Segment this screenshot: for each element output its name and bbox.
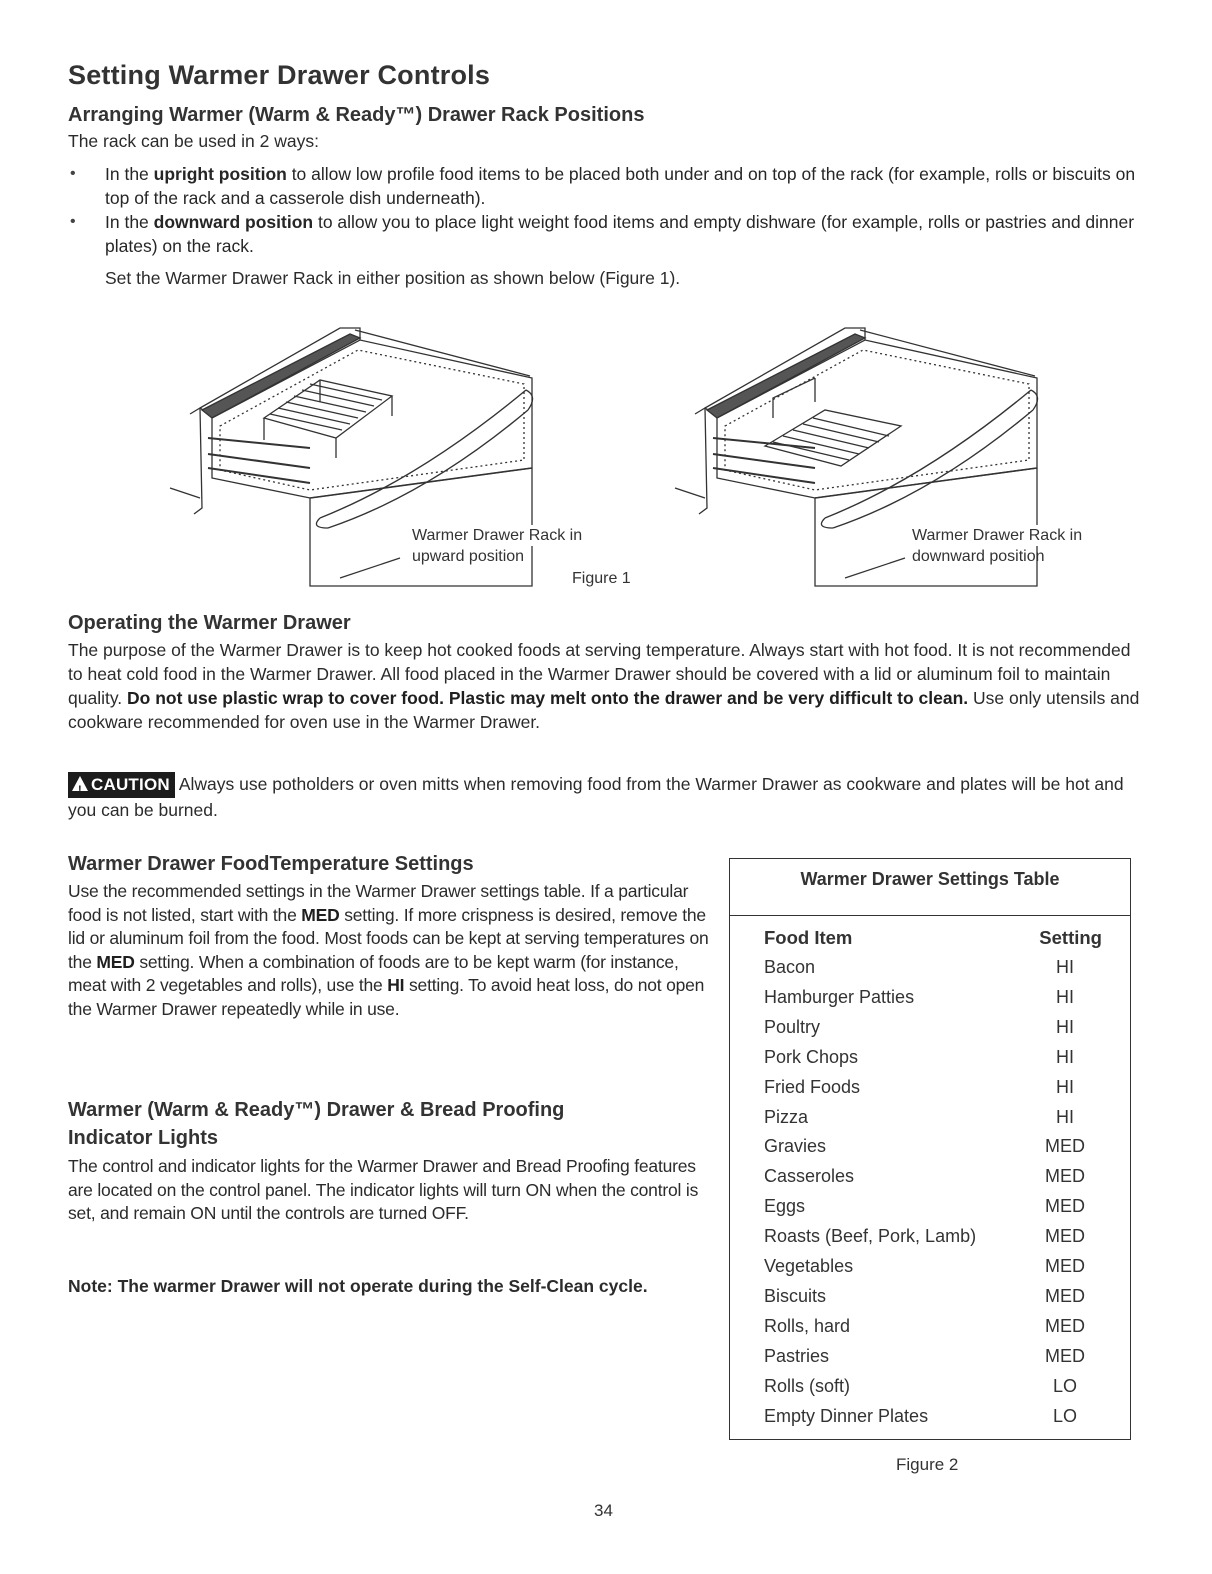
table-divider	[730, 915, 1130, 916]
table-row	[764, 1256, 1104, 1286]
setting-value: LO	[1052, 1375, 1077, 1396]
rack-set-text: Set the Warmer Drawer Rack in either position as shown below (Figure 1).	[105, 268, 681, 288]
food-item: Fried Foods	[764, 1076, 861, 1097]
food-item: Hamburger Patties	[764, 986, 915, 1007]
page-number: 34	[594, 1501, 613, 1520]
table-row	[764, 1226, 1104, 1256]
setting-value: MED	[1045, 1196, 1085, 1217]
settings-table	[729, 858, 1131, 1440]
indicator-paragraph: The control and indicator lights for the Warmer Drawer and Bread Proofing features are located on the control panel. The indicator lights will turn ON when the control is set, and remain ON until the controls are turned OFF.	[68, 1156, 699, 1223]
settings-table-title: Warmer Drawer Settings Table	[800, 869, 1060, 889]
table-row	[764, 1166, 1104, 1196]
setting-value: HI	[1056, 1076, 1074, 1097]
food-item: Roasts (Beef, Pork, Lamb)	[764, 1226, 977, 1247]
food-item: Rolls (soft)	[764, 1375, 851, 1396]
food-item: Empty Dinner Plates	[764, 1405, 929, 1426]
list-item: • In the downward position to allow you to place light weight food items and empty dishware (for example, rolls or pastries and dinner plates) on the rack.	[68, 210, 1138, 258]
food-item: Pizza	[764, 1106, 809, 1127]
table-row	[764, 1376, 1104, 1406]
food-item: Poultry	[764, 1016, 821, 1037]
food-temp-heading: Warmer Drawer FoodTemperature Settings	[68, 853, 474, 875]
figure1-label-downward-line2: downward position	[912, 548, 1045, 565]
operating-paragraph: The purpose of the Warmer Drawer is to keep hot cooked foods at serving temperature. Always start with hot food. It is not recommended to heat cold food in the Warmer Drawer. All food placed in the Warmer Drawer should be covered with a lid or aluminum foil to maintain quality. Do not use plastic wrap to cover food. Plastic may melt onto the drawer and be very difficult to clean. Use only utensils and cookware recommended for oven use in the Warmer Drawer.	[68, 640, 1140, 732]
table-row	[764, 1346, 1104, 1376]
figure1-label-upward-line2: upward position	[412, 548, 525, 565]
food-temp-paragraph: Use the recommended settings in the Warmer Drawer settings table. If a particular food is not listed, start with the MED setting. If more crispness is desired, remove the lid or aluminum foil from the food. Most foods can be kept at serving temperatures on the MED setting. When a combination of foods are to be kept warm (for instance, meat with 2 vegetables and rolls), use the HI setting. To avoid heat loss, do not open the Warmer Drawer repeatedly while in use.	[68, 881, 709, 1019]
table-row	[764, 1107, 1104, 1137]
table-row	[764, 1136, 1104, 1166]
setting-value: MED	[1045, 1285, 1085, 1306]
operating-heading: Operating the Warmer Drawer	[68, 612, 351, 634]
figure1-caption: Figure 1	[572, 570, 631, 587]
setting-value: HI	[1056, 1046, 1074, 1067]
table-row	[764, 987, 1104, 1017]
table-row	[764, 1286, 1104, 1316]
figure2-caption: Figure 2	[896, 1455, 959, 1474]
setting-value: LO	[1052, 1405, 1077, 1426]
setting-value: HI	[1056, 957, 1074, 977]
table-row	[764, 1316, 1104, 1346]
table-row	[764, 957, 1104, 987]
rack-intro: The rack can be used in 2 ways:	[68, 131, 319, 151]
warning-icon: !	[72, 776, 88, 791]
table-row	[764, 1196, 1104, 1226]
rack-bullet-list	[68, 162, 1138, 258]
food-item: Rolls, hard	[764, 1315, 851, 1336]
food-item: Biscuits	[764, 1285, 827, 1306]
setting-value: MED	[1045, 1315, 1085, 1336]
table-row	[764, 1077, 1104, 1107]
setting-value: MED	[1045, 1226, 1085, 1247]
figure1-label-upward-line1: Warmer Drawer Rack in	[412, 527, 583, 544]
caution-badge: ! CAUTION	[68, 772, 175, 798]
list-item: • In the upright position to allow low profile food items to be placed both under and on top of the rack (for example, rolls or biscuits on top of the rack and a casserole dish underneath).	[68, 162, 1138, 210]
food-item: Pastries	[764, 1345, 830, 1366]
setting-value: HI	[1056, 1106, 1074, 1127]
rack-heading: Arranging Warmer (Warm & Ready™) Drawer Rack Positions	[68, 104, 645, 126]
food-item: Eggs	[764, 1196, 806, 1217]
caution-paragraph: ! CAUTION Always use potholders or oven mitts when removing food from the Warmer Drawer as cookware and plates will be hot and you can be burned.	[68, 774, 1124, 820]
self-clean-note: Note: The warmer Drawer will not operate during the Self-Clean cycle.	[68, 1276, 648, 1296]
setting-value: MED	[1045, 1256, 1085, 1276]
column-header-setting: Setting	[1039, 927, 1102, 948]
table-row	[764, 1406, 1104, 1436]
setting-value: MED	[1045, 1345, 1085, 1366]
page-title: Setting Warmer Drawer Controls	[68, 60, 491, 90]
indicator-heading-line2: Indicator Lights	[68, 1127, 218, 1149]
table-row	[764, 1017, 1104, 1047]
food-item: Casseroles	[764, 1166, 855, 1187]
setting-value: HI	[1056, 986, 1074, 1007]
setting-value: HI	[1056, 1016, 1074, 1037]
food-item: Vegetables	[764, 1256, 854, 1276]
table-row	[764, 1047, 1104, 1077]
figure1-label-downward-line1: Warmer Drawer Rack in	[912, 527, 1083, 544]
indicator-heading-line1: Warmer (Warm & Ready™) Drawer & Bread Proofing	[68, 1099, 565, 1121]
food-item: Pork Chops	[764, 1046, 859, 1067]
setting-value: MED	[1045, 1136, 1085, 1157]
column-header-food: Food Item	[764, 927, 853, 948]
food-item: Bacon	[764, 957, 816, 977]
setting-value: MED	[1045, 1166, 1085, 1187]
food-item: Gravies	[764, 1136, 827, 1157]
